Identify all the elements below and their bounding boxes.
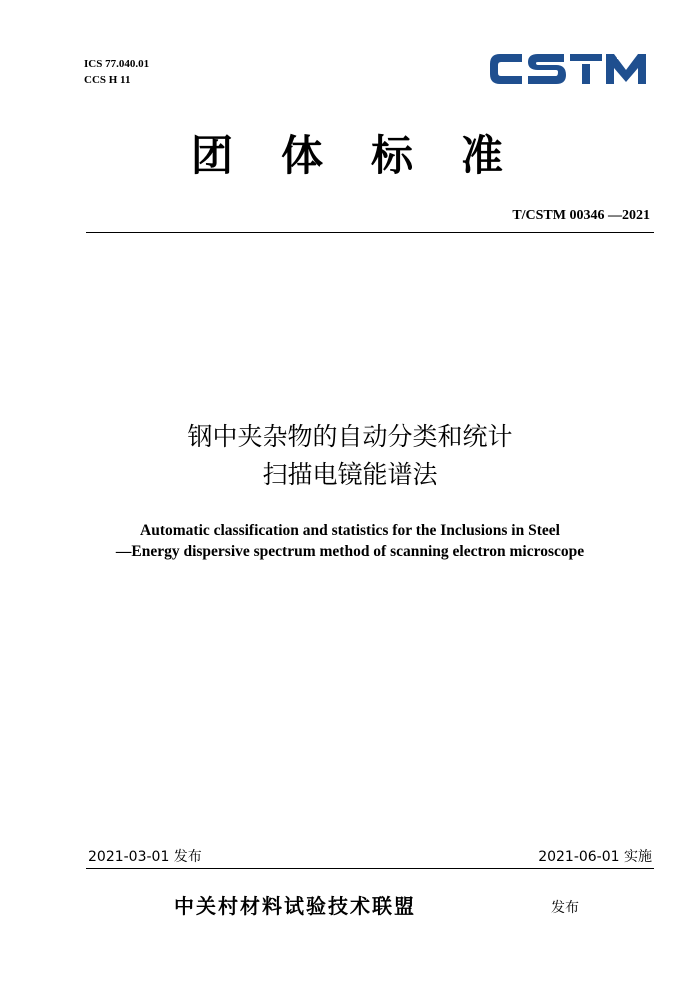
footer-divider xyxy=(86,868,654,869)
english-title-line-2: —Energy dispersive spectrum method of scanning electron microscope xyxy=(115,543,585,560)
chinese-title xyxy=(0,418,700,494)
cstm-logo xyxy=(486,46,648,92)
date-row xyxy=(88,846,652,866)
chinese-title-line-2: 扫描电镜能谱法 xyxy=(262,460,438,489)
english-title xyxy=(0,520,700,562)
header-divider xyxy=(86,232,654,233)
chinese-title-line-1: 钢中夹杂物的自动分类和统计 xyxy=(187,422,513,451)
publish-date: 2021-03-01 发布 xyxy=(88,849,202,865)
classification-codes xyxy=(84,56,149,88)
implement-date: 2021-06-01 实施 xyxy=(538,849,652,865)
standard-number: T/CSTM 00346 —2021 xyxy=(512,208,650,223)
document-type-heading: 团体标准 xyxy=(190,131,551,180)
issuing-organization: 中关村材料试验技术联盟 xyxy=(174,894,416,918)
ccs-code: CCS H 11 xyxy=(84,74,131,86)
issue-label: 发布 xyxy=(551,900,579,916)
english-title-line-1: Automatic classification and statistics for the Inclusions in Steel xyxy=(140,522,560,539)
ics-code: ICS 77.040.01 xyxy=(84,58,150,70)
